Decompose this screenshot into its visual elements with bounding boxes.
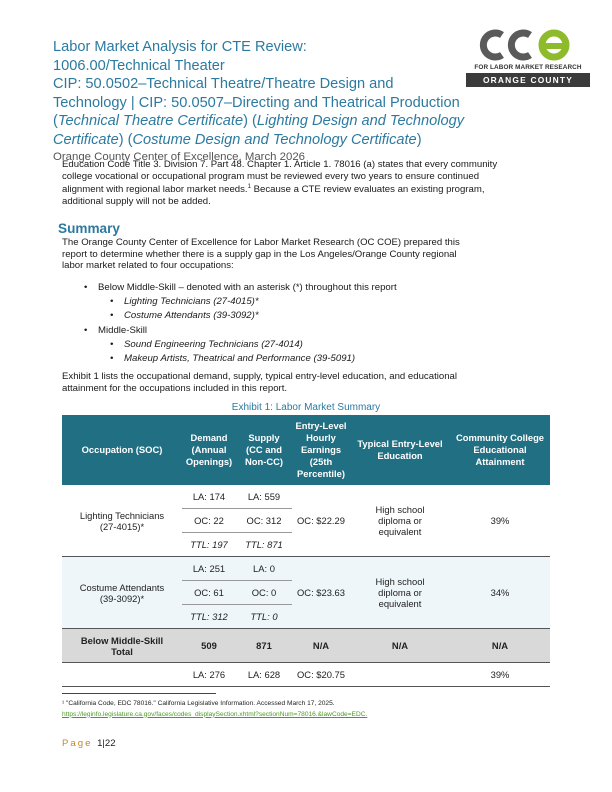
footnote-text: ¹ "California Code, EDC 78016." California Legislative Information. Accessed March 17, 2025. [62,700,335,707]
demand-la: LA: 251 [182,557,236,581]
summary-heading: Summary [58,221,120,236]
intro-line-3 [62,182,497,196]
supply-ttl: TTL: 0 [236,605,292,629]
earnings-cell: OC: $20.75 [292,663,350,687]
labor-market-table [62,415,550,687]
education-line: equivalent [378,526,422,537]
intro-line-4: additional supply will not be added. [62,195,211,207]
table-row [62,557,550,581]
title-line-2: 1006.00/Technical Theater [53,57,225,74]
earnings-cell: OC: $22.29 [292,485,350,557]
title-line-5: (Technical Theatre Certificate) (Lighting Design and Technology [53,113,465,130]
supply-la: LA: 628 [236,663,292,687]
attainment-cell: 39% [450,663,550,687]
table-row [62,485,550,509]
education-line: High school [375,504,425,515]
intro-line-1: Education Code Title 3. Division 7. Part 48. Chapter 1. Article 1. 78016 (a) states that every community [62,159,498,170]
exhibit-line-2: attainment for the occupations included in this report. [62,382,288,394]
education-cell [350,663,450,687]
occupation-cell [62,663,182,687]
supply-oc: OC: 312 [236,509,292,533]
page-separator: | [102,738,105,749]
list-item [84,324,397,367]
footnote-divider [62,693,216,694]
supply-oc: OC: 0 [236,581,292,605]
table-header-row [62,415,550,485]
total-label-line: Below Middle-Skill [80,634,164,646]
total-demand: 509 [182,629,236,663]
education-line: equivalent [378,598,422,609]
coe-wordmark-logo [483,33,566,57]
total-education: N/A [350,629,450,663]
table-row [62,663,550,687]
cert-1: Technical Theatre Certificate [57,113,244,130]
summary-line-1: The Orange County Center of Excellence for Labor Market Research (OC COE) prepared this [62,237,460,248]
table-caption: Exhibit 1: Labor Market Summary [231,402,381,413]
education-line: diploma or [378,587,422,598]
page-current: 1 [97,738,103,749]
supply-la: LA: 559 [236,485,292,509]
summary-line-2: report to determine whether there is a supply gap in the Los Angeles/Orange County regional [62,248,457,260]
cert-4: Costume Design and Technology Certificate [132,131,417,148]
summary-paragraph [62,237,460,272]
occupation-cell [62,557,182,629]
occupation-name: Costume Attendants [79,581,165,593]
logo-region: ORANGE COUNTY [466,73,590,87]
report-title [53,38,493,164]
demand-oc: OC: 61 [182,581,236,605]
occupation-name: Lighting Technicians [79,509,165,521]
education-line: High school [375,576,425,587]
demand-ttl: TTL: 312 [182,605,236,629]
occupation-cell [62,485,182,557]
exhibit-line-1: Exhibit 1 lists the occupational demand, supply, typical entry-level education, and educational [62,371,458,382]
occupation-list [84,281,397,366]
list-item [84,281,397,324]
cert-3: Certificate [53,131,119,148]
title-line-1: Labor Market Analysis for CTE Review: [53,39,307,55]
earnings-cell: OC: $23.63 [292,557,350,629]
group-label-below-middle-skill: Below Middle-Skill – denoted with an asterisk (*) throughout this report [98,282,397,293]
intro-line-3a: alignment with regional labor market needs. [62,184,248,196]
group-label-middle-skill: Middle-Skill [98,324,148,336]
header-earnings: Entry-Level Hourly Earnings (25th Percentile) [292,415,350,485]
footnote [62,699,367,720]
list-item: • Costume Attendants (39-3092)* [110,309,397,323]
page-label: Page [62,738,93,749]
demand-la: LA: 276 [182,663,236,687]
total-supply: 871 [236,629,292,663]
header-occupation: Occupation (SOC) [62,415,182,485]
summary-line-3: labor market related to four occupations: [62,260,234,272]
cert-2: Lighting Design and Technology [256,113,465,130]
demand-la: LA: 174 [182,485,236,509]
occupation-code: (39-3092)* [99,592,145,604]
education-line: diploma or [378,515,422,526]
footnote-link[interactable]: https://leginfo.legislature.ca.gov/faces/codes_displaySection.xhtml?sectionNum=78016.&lawCode=EDC. [62,710,368,718]
list-item: • Sound Engineering Technicians (27-4014) [110,338,397,352]
occupation-code: (27-4015)* [99,520,145,532]
demand-oc: OC: 22 [182,509,236,533]
header-attainment: Community College Educational Attainment [450,415,550,485]
header-education: Typical Entry-Level Education [350,415,450,485]
header-demand: Demand (Annual Openings) [182,415,236,485]
title-line-4: Technology | CIP: 50.0507–Directing and Theatrical Production [53,94,460,111]
supply-la: LA: 0 [236,557,292,581]
logo-tagline: FOR LABOR MARKET RESEARCH [474,64,582,71]
list-item: • Lighting Technicians (27-4015)* [110,295,397,309]
title-line-3: CIP: 50.0502–Technical Theatre/Theatre Design and [53,76,394,93]
table-total-row [62,629,550,663]
intro-line-2: college vocational or occupational program must be reviewed every two years to ensure continued [62,170,480,182]
page-number [62,738,116,749]
page-total: 22 [104,738,116,749]
total-label-line: Total [111,645,133,657]
attainment-cell: 34% [450,557,550,629]
intro-paragraph [62,159,497,208]
total-attainment: N/A [450,629,550,663]
intro-line-3b: Because a CTE review evaluates an existing program, [250,184,485,196]
supply-ttl: TTL: 871 [236,533,292,557]
report-subtitle: Orange County Center of Excellence, March 2026 [53,150,305,163]
exhibit-intro [62,371,457,394]
total-earnings: N/A [292,629,350,663]
attainment-cell: 39% [450,485,550,557]
total-label [62,629,182,663]
title-line-6: Certificate) (Costume Design and Technology Certificate) [53,131,422,148]
footnote-ref[interactable]: 1 [247,184,251,191]
education-cell [350,557,450,629]
education-cell [350,485,450,557]
list-item: • Makeup Artists, Theatrical and Performance (39-5091) [110,352,397,366]
demand-ttl: TTL: 197 [182,533,236,557]
header-supply: Supply (CC and Non-CC) [236,415,292,485]
